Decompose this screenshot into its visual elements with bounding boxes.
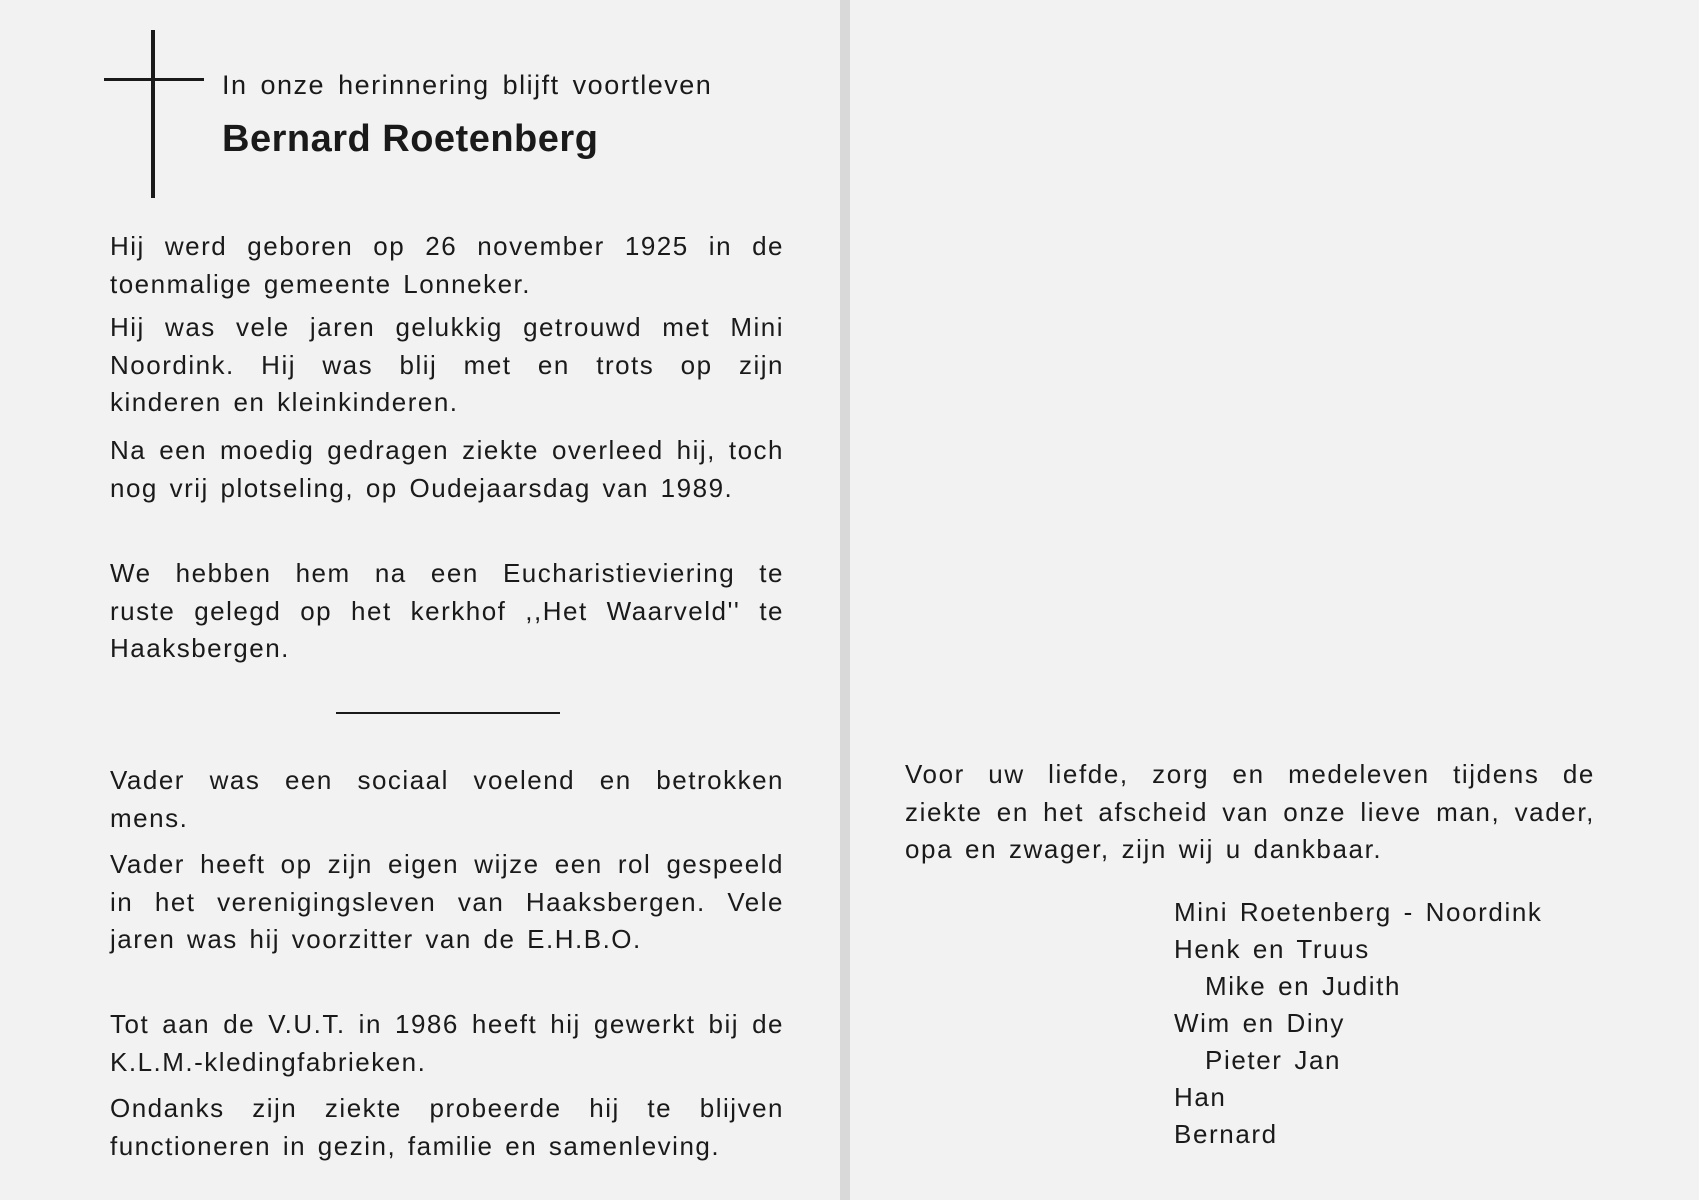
paragraph-character: Vader was een sociaal voelend en betrokken mens. [110,765,784,833]
cross-icon [104,30,204,198]
signature-line: Wim en Diny [1174,1008,1345,1038]
paragraph-illness: Ondanks zijn ziekte probeerde hij te blijven functioneren in gezin, familie en samenleving. [110,1093,784,1161]
thank-you-text: Voor uw liefde, zorg en medeleven tijdens de ziekte en het afscheid van onze lieve man, vader, opa en zwager, zijn wij u dankbaar. [905,759,1595,864]
signature-line: Pieter Jan [1205,1045,1342,1075]
paragraph-work: Tot aan de V.U.T. in 1986 heeft hij gewerkt bij de K.L.M.-kledingfabrieken. [110,1009,784,1077]
intro-line: In onze herinnering blijft voortleven [222,70,713,100]
signature-line: Mike en Judith [1205,971,1402,1001]
signature-line: Han [1174,1082,1227,1112]
paragraph-death: Na een moedig gedragen ziekte overleed hij, toch nog vrij plotseling, op Oudejaarsdag van 1989. [110,435,784,503]
deceased-name: Bernard Roetenberg [222,118,599,160]
memorial-card-left [0,0,840,1200]
divider [336,712,560,714]
paragraph-birth: Hij werd geboren op 26 november 1925 in de toenmalige gemeente Lonneker. [110,231,784,299]
signature-line: Henk en Truus [1174,934,1370,964]
paragraph-associations: Vader heeft op zijn eigen wijze een rol gespeeld in het verenigingsleven van Haaksbergen. Vele jaren was hij voorzitter van de E.H.B.O. [110,849,784,954]
memorial-card-right [850,0,1699,1200]
paragraph-burial: We hebben hem na een Eucharistieviering te ruste gelegd op het kerkhof ,,Het Waarveld'' te Haaksbergen. [110,558,784,663]
signature-line: Mini Roetenberg - Noordink [1174,897,1543,927]
signature-line: Bernard [1174,1119,1278,1149]
paragraph-marriage: Hij was vele jaren gelukkig getrouwd met Mini Noordink. Hij was blij met en trots op zijn kinderen en kleinkinderen. [110,312,784,417]
